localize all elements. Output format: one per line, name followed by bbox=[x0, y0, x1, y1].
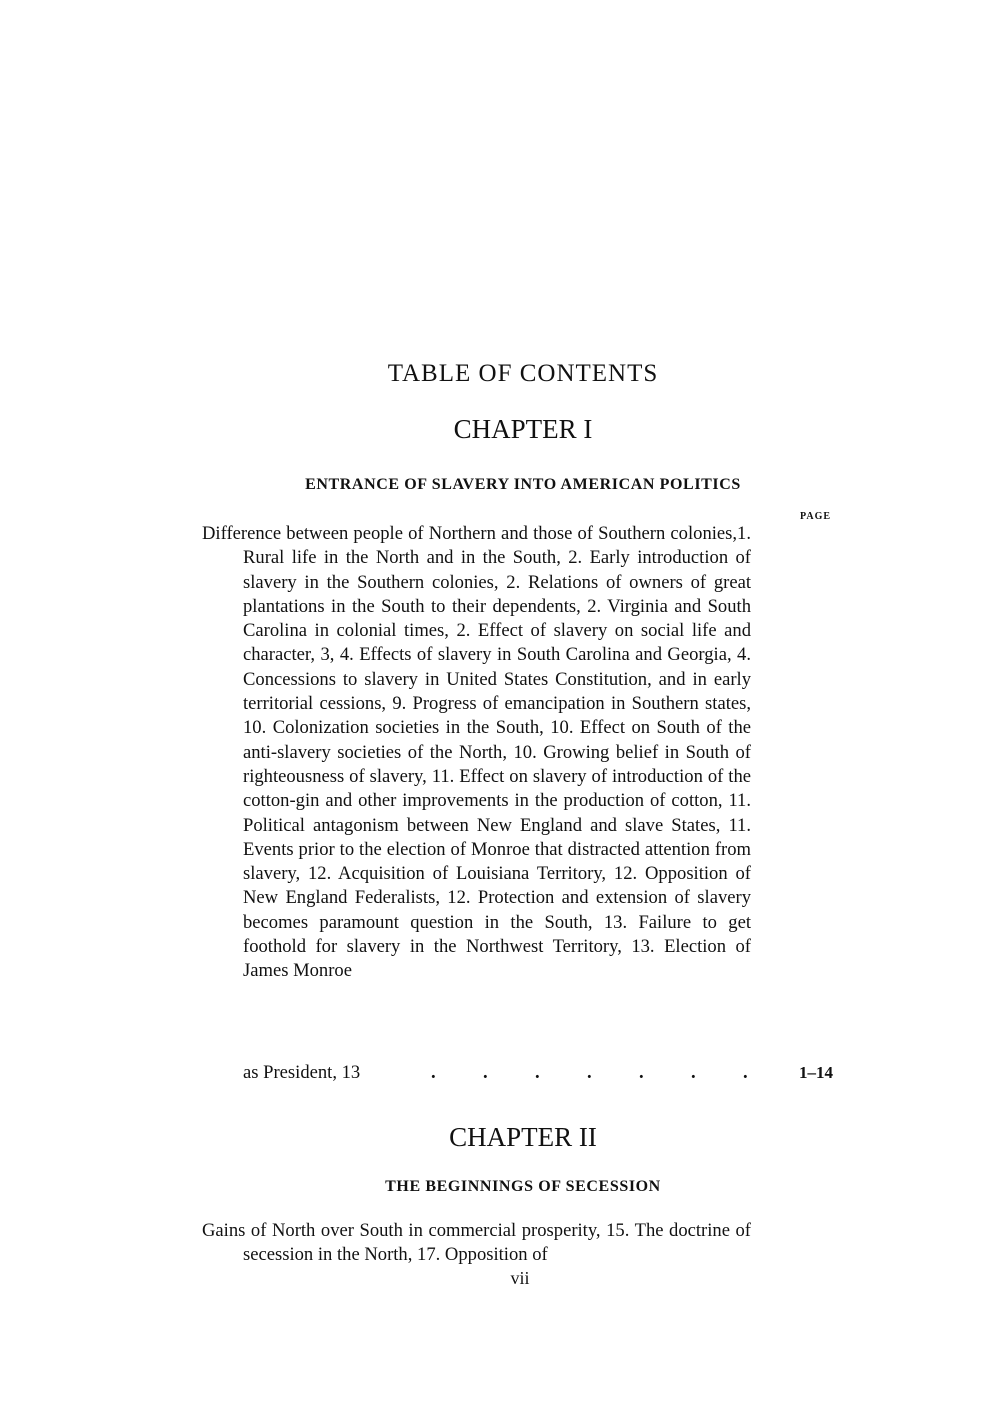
page-number: vii bbox=[510, 1268, 530, 1288]
chapter-2-subtitle: THE BEGINNINGS OF SECESSION bbox=[385, 1178, 661, 1195]
chapter-1-subtitle: ENTRANCE OF SLAVERY INTO AMERICAN POLITICS bbox=[305, 476, 741, 493]
page-column-label: PAGE bbox=[800, 511, 832, 522]
chapter-1-summary-last-line: as President, 13 bbox=[243, 1062, 361, 1083]
chapter-1-summary: Difference between people of Northern and those of Southern colonies,1. Rural life in the North and in the South, 2. Early introduction of slavery in the Southern colonies, 2. Relations of owners of great plantations in the South to their dependents, 2. Virginia and South Carolina in colonial times, 2. Effect of slavery on social life and character, 3, 4. Effects of slavery in South Carolina and Georgia, 4. Concessions to slavery in United States Constitution, and in early territorial cessions, 9. Progress of emancipation in Southern states, 10. Colonization societies in the South, 10. Effect on South of the anti-slavery societies of the North, 10. Growing belief in South of righteousness of slavery, 11. Effect on slavery of introduction of the cotton-gin and other improvements in the production of cotton, 11. Political antagonism between New England and slave States, 11. Events prior to the election of Monroe that distracted attention from slavery, 12. Acquisition of Louisiana Territory, 12. Opposition of New England Federalists, 12. Protection and extension of slavery becomes paramount question in the South, 13. Failure to get foothold for slavery in the Northwest Territory, 13. Election of James Monroe bbox=[202, 523, 751, 982]
chapter-1-heading: CHAPTER I bbox=[453, 414, 593, 444]
dot-leader: . . . . . . . bbox=[431, 1062, 748, 1083]
chapter-2-heading: CHAPTER II bbox=[449, 1122, 597, 1152]
chapter-2-summary: Gains of North over South in commercial prosperity, 15. The doctrine of secession in the North, 17. Opposition of bbox=[202, 1220, 751, 1266]
chapter-1-page-range: 1–14 bbox=[799, 1063, 833, 1082]
page-title: TABLE OF CONTENTS bbox=[387, 360, 659, 387]
chapter-1-summary-end bbox=[243, 1060, 843, 1086]
